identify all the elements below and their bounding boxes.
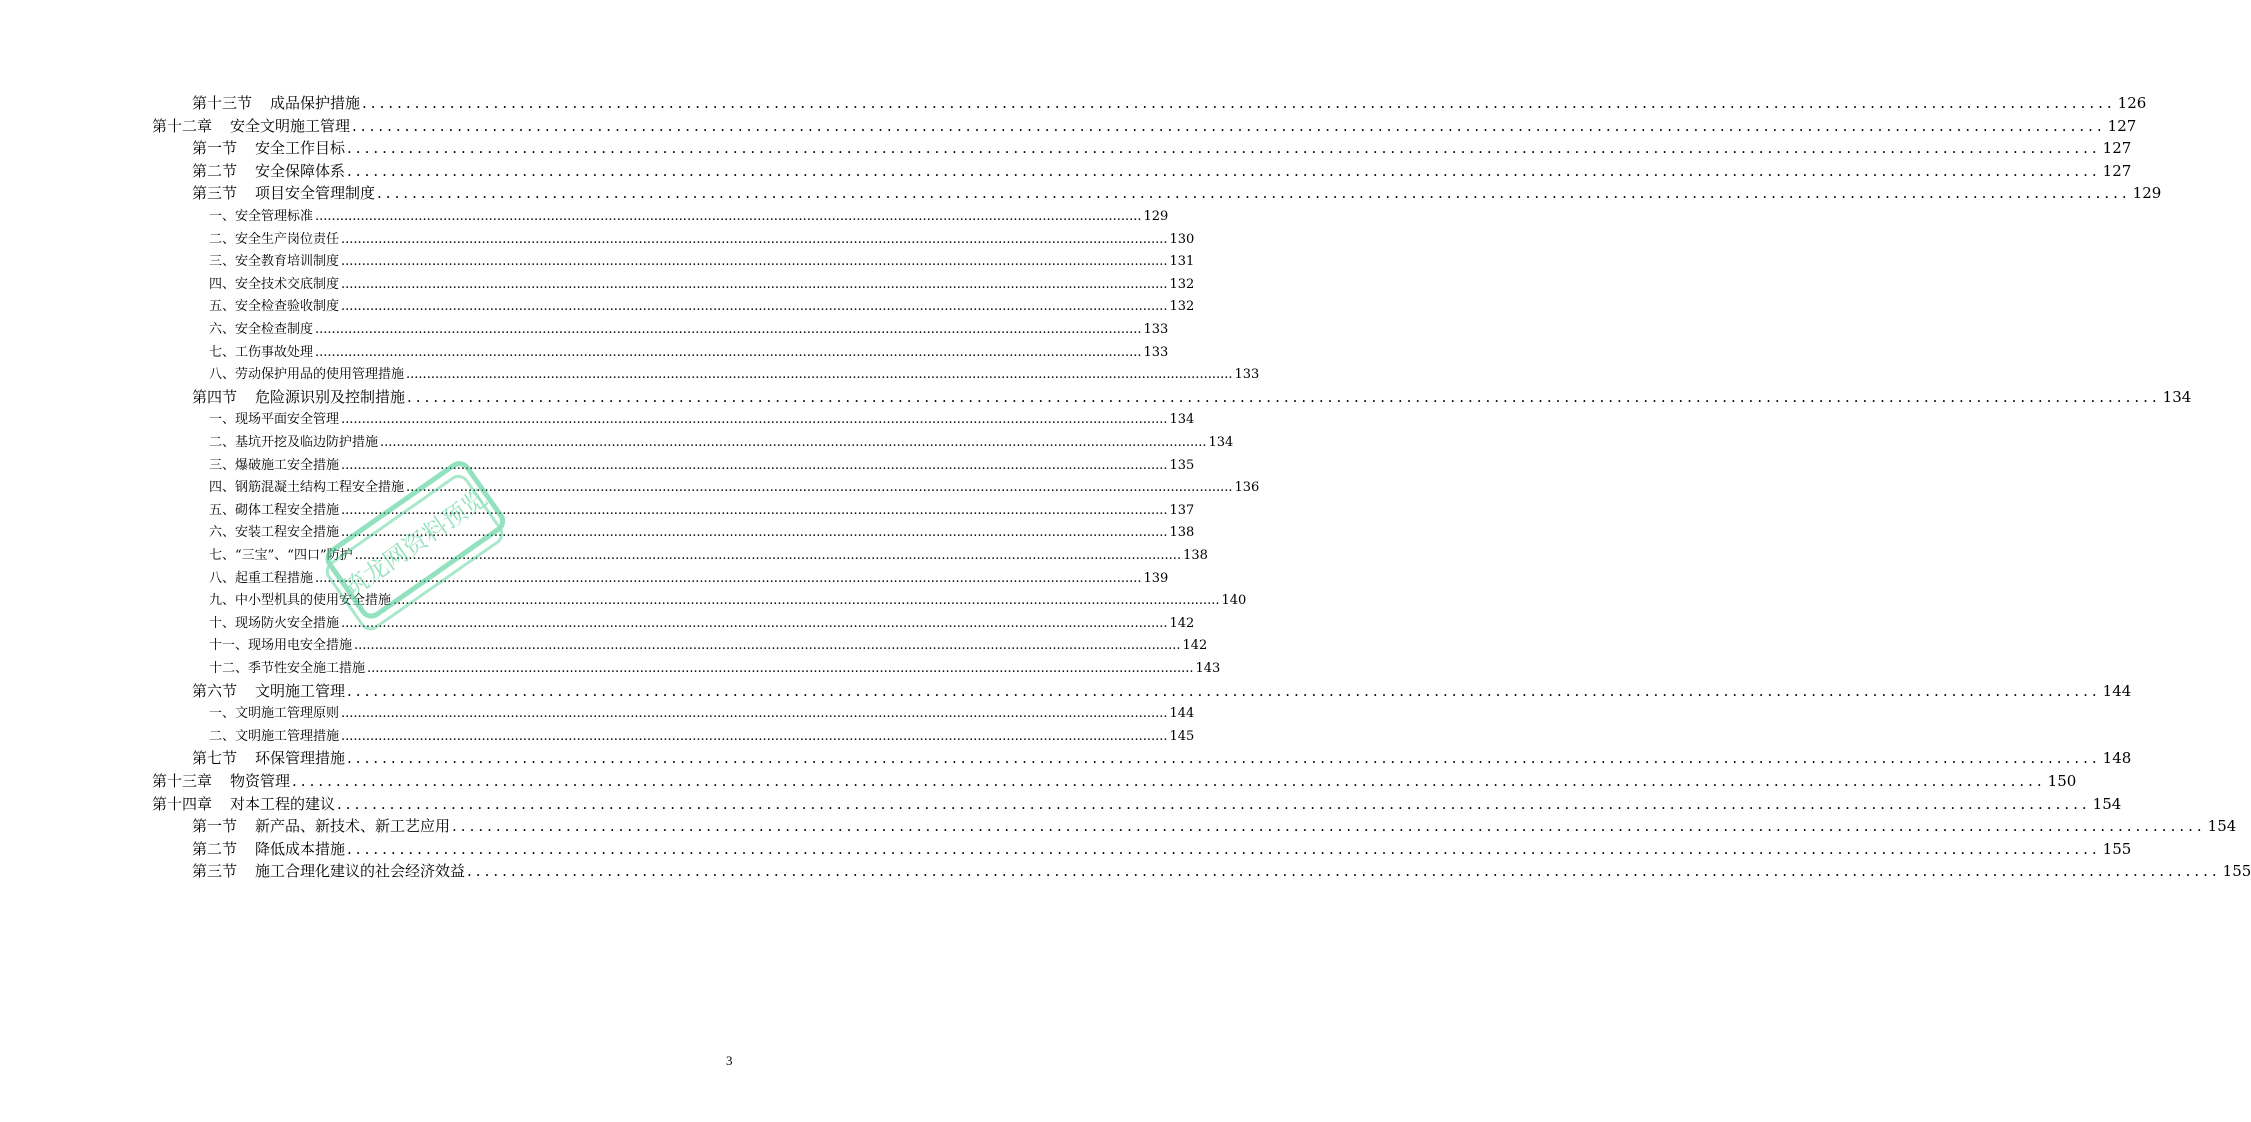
toc-dot-leader: ........................................................................................................................................................................................................ [341, 615, 1168, 631]
toc-entry-label [209, 612, 339, 631]
toc-entry-title: 现场平面安全管理 [235, 412, 340, 428]
toc-entry-label [209, 295, 339, 314]
toc-entry-title: 劳动保护用品的使用管理措施 [235, 367, 405, 383]
toc-entry-page: 139 [1143, 570, 1169, 586]
toc-entry-label [209, 702, 339, 721]
toc-entry-title: 安全检查制度 [235, 322, 314, 337]
toc-dot-leader: ........................................................................................................................................................................................................ [347, 839, 2101, 858]
toc-entry-title: 成品保护措施 [270, 94, 361, 112]
toc-entry-page: 130 [1169, 231, 1195, 247]
toc-entry [209, 476, 1260, 496]
toc-entry-label [209, 725, 339, 744]
toc-entry-title: 对本工程的建议 [230, 794, 336, 813]
toc-entry-title: 现场防火安全措施 [235, 615, 340, 631]
toc-entry [209, 544, 1208, 563]
toc-entry-title: 爆破施工安全措施 [235, 457, 340, 473]
toc-entry-page: 131 [1169, 254, 1195, 270]
toc-entry-title: 现场用电安全措施 [248, 638, 353, 654]
toc-entry [209, 205, 1169, 224]
toc-entry-page: 150 [2047, 772, 2077, 790]
toc-entry-number: 第一节 [192, 817, 238, 836]
toc-entry-page: 134 [2162, 387, 2192, 406]
toc-entry-title: 安全文明施工管理 [230, 116, 351, 135]
toc-entry-number: 七、 [209, 548, 236, 563]
toc-entry-page: 154 [2207, 817, 2237, 836]
toc-dot-leader: ........................................................................................................................................................................................................ [354, 638, 1181, 654]
toc-entry-title: 降低成本措施 [255, 839, 346, 858]
toc-entry-label [209, 273, 339, 292]
toc-dot-leader: ........................................................................................................................................................................................................ [315, 322, 1142, 337]
toc-entry-title: 砌体工程安全措施 [235, 502, 340, 518]
toc-entry [192, 386, 2192, 407]
toc-dot-leader: ........................................................................................................................................................................................................ [341, 502, 1168, 518]
toc-entry-title: 安全工作目标 [255, 139, 346, 158]
toc-entry-number: 第十四章 [152, 794, 213, 813]
toc-entry-page: 138 [1169, 525, 1195, 541]
toc-entry-label [209, 341, 313, 360]
toc-dot-leader: ........................................................................................................................................................................................................ [406, 480, 1233, 496]
toc-entry-label [209, 228, 339, 247]
toc-entry [192, 838, 2132, 859]
toc-entry-page: 143 [1195, 661, 1221, 676]
toc-entry [209, 612, 1195, 631]
toc-entry-page: 140 [1221, 593, 1247, 609]
toc-entry [192, 92, 2147, 113]
toc-entry-number: 三、 [209, 457, 236, 473]
toc-entry-label [192, 747, 345, 768]
toc-entry-number: 四、 [209, 480, 236, 496]
toc-entry-page: 142 [1182, 638, 1208, 654]
toc-entry-page: 138 [1183, 548, 1208, 563]
toc-entry [209, 454, 1195, 473]
toc-dot-leader: ........................................................................................................................................................................................................ [467, 862, 2221, 881]
toc-entry [192, 747, 2132, 768]
toc-entry [209, 408, 1195, 428]
toc-dot-leader: ........................................................................................................................................................................................................ [377, 184, 2131, 203]
toc-entry-number: 十、 [209, 615, 236, 631]
toc-dot-leader: ........................................................................................................................................................................................................ [315, 570, 1142, 586]
toc-entry-page: 135 [1169, 457, 1195, 473]
toc-entry-number: 一、 [209, 209, 236, 224]
toc-entry-label [152, 770, 290, 791]
toc-dot-leader: ........................................................................................................................................................................................................ [354, 548, 1182, 563]
toc-dot-leader: ........................................................................................................................................................................................................ [367, 661, 1194, 676]
toc-dot-leader: ........................................................................................................................................................................................................ [406, 367, 1233, 383]
toc-entry [209, 273, 1195, 292]
toc-entry-page: 155 [2102, 839, 2132, 858]
toc-entry-label [209, 499, 339, 518]
toc-entry-number: 五、 [209, 299, 236, 315]
toc-dot-leader: ........................................................................................................................................................................................................ [341, 457, 1168, 473]
toc-entry-title: 环保管理措施 [255, 749, 346, 768]
page-number: 3 [726, 1053, 733, 1068]
toc-entry-page: 127 [2102, 161, 2132, 180]
toc-entry [192, 160, 2132, 181]
toc-entry-page: 127 [2102, 139, 2132, 158]
toc-entry-label [209, 476, 404, 495]
toc-dot-leader: ........................................................................................................................................................................................................ [341, 706, 1168, 722]
toc-entry-title: 危险源识别及控制措施 [255, 387, 406, 406]
toc-dot-leader: ........................................................................................................................................................................................................ [347, 681, 2101, 700]
toc-entry-label [152, 115, 350, 136]
toc-dot-leader: ........................................................................................................................................................................................................ [341, 254, 1168, 270]
toc-entry-number: 十一、 [209, 638, 249, 654]
toc-entry-label [192, 182, 375, 203]
toc-entry-label [209, 205, 313, 224]
toc-entry-label [209, 567, 313, 586]
toc-entry-page: 132 [1169, 276, 1195, 292]
toc-entry-label [192, 160, 345, 181]
toc-entry [152, 115, 2137, 136]
toc-entry-label [209, 657, 365, 676]
toc-entry-label [209, 544, 353, 563]
toc-dot-leader: ........................................................................................................................................................................................................ [362, 94, 2116, 112]
toc-entry-number: 六、 [209, 525, 236, 541]
toc-entry-number: 二、 [209, 435, 236, 450]
toc-entry-number: 四、 [209, 276, 236, 292]
toc-entry [209, 295, 1195, 315]
toc-dot-leader: ........................................................................................................................................................................................................ [341, 412, 1168, 428]
toc-entry-label [192, 386, 405, 407]
toc-dot-leader: ........................................................................................................................................................................................................ [315, 209, 1142, 224]
toc-entry-title: 施工合理化建议的社会经济效益 [255, 862, 466, 881]
toc-entry-label [209, 431, 378, 450]
toc-entry-page: 126 [2117, 94, 2147, 112]
toc-entry-title: 安全生产岗位责任 [235, 231, 340, 247]
toc-entry-label [192, 680, 345, 701]
toc-entry-title: 新产品、新技术、新工艺应用 [255, 817, 451, 836]
toc-entry-label [209, 454, 339, 473]
toc-entry [192, 137, 2132, 158]
toc-dot-leader: ........................................................................................................................................................................................................ [341, 299, 1168, 315]
toc-entry [209, 567, 1169, 586]
toc-entry-title: 项目安全管理制度 [255, 184, 376, 203]
toc-entry-label [209, 363, 404, 382]
toc-entry [192, 860, 2251, 881]
toc-entry-number: 九、 [209, 593, 236, 609]
toc-entry-number: 八、 [209, 367, 236, 383]
toc-entry [209, 341, 1169, 360]
toc-entry-page: 148 [2102, 749, 2132, 768]
toc-entry-page: 129 [2132, 184, 2162, 203]
toc-entry-title: 安全教育培训制度 [235, 254, 340, 270]
toc-entry-label [192, 92, 360, 113]
toc-entry-number: 三、 [209, 254, 236, 270]
toc-entry-page: 133 [1143, 344, 1169, 360]
toc-entry-number: 八、 [209, 570, 236, 586]
toc-entry-title: 文明施工管理原则 [235, 706, 340, 722]
toc-entry-label [192, 815, 450, 836]
toc-entry-number: 第一节 [192, 139, 238, 158]
toc-entry-label [209, 634, 352, 653]
toc-entry-number: 第三节 [192, 862, 238, 881]
toc-entry-number: 第二节 [192, 839, 238, 858]
toc-entry-label [152, 793, 335, 814]
toc-entry-number: 第二节 [192, 161, 238, 180]
toc-entry-number: 二、 [209, 728, 236, 744]
toc-dot-leader: ........................................................................................................................................................................................................ [407, 387, 2161, 406]
toc-entry-page: 133 [1143, 322, 1169, 337]
toc-entry-title: “三宝”、“四口”防护 [235, 548, 353, 563]
toc-entry [209, 228, 1195, 247]
toc-entry-page: 144 [1169, 706, 1195, 722]
toc-entry-title: 文明施工管理措施 [235, 728, 340, 744]
toc-dot-leader: ........................................................................................................................................................................................................ [347, 749, 2101, 768]
toc-entry-page: 129 [1143, 209, 1169, 224]
toc-entry [209, 318, 1169, 337]
toc-entry-title: 安装工程安全措施 [235, 525, 340, 541]
toc-dot-leader: ........................................................................................................................................................................................................ [380, 435, 1207, 450]
toc-entry-number: 十二、 [209, 661, 249, 676]
toc-entry-title: 中小型机具的使用安全措施 [235, 593, 392, 609]
toc-entry-label [209, 318, 313, 337]
toc-entry [192, 182, 2162, 203]
toc-entry-number: 六、 [209, 322, 236, 337]
toc-entry-page: 155 [2222, 862, 2251, 881]
toc-entry [152, 793, 2122, 814]
toc-entry-page: 144 [2102, 681, 2132, 700]
toc-entry [209, 363, 1260, 383]
toc-entry-label [209, 408, 339, 427]
toc-entry [209, 499, 1195, 518]
toc-entry-title: 季节性安全施工措施 [248, 661, 366, 676]
toc-entry-label [209, 521, 339, 540]
toc-entry-label [192, 838, 345, 859]
toc-entry-page: 154 [2092, 794, 2122, 813]
toc-entry-label [209, 250, 339, 269]
toc-entry-page: 134 [1169, 412, 1195, 428]
toc-entry-number: 七、 [209, 344, 236, 360]
toc-entry [209, 702, 1195, 722]
toc-entry-title: 安全保障体系 [255, 161, 346, 180]
toc-dot-leader: ........................................................................................................................................................................................................ [315, 344, 1142, 360]
toc-entry-label [192, 137, 345, 158]
toc-entry-title: 工伤事故处理 [235, 344, 314, 360]
toc-entry-page: 137 [1169, 502, 1195, 518]
toc-entry-title: 安全技术交底制度 [235, 276, 340, 292]
toc-entry-title: 钢筋混凝土结构工程安全措施 [235, 480, 405, 496]
toc-dot-leader: ........................................................................................................................................................................................................ [341, 276, 1168, 292]
toc-entry-number: 第十三节 [192, 94, 253, 112]
toc-entry [209, 657, 1221, 676]
toc-dot-leader: ........................................................................................................................................................................................................ [452, 817, 2206, 836]
toc-entry-number: 第六节 [192, 681, 238, 700]
toc-entry-title: 安全检查验收制度 [235, 299, 340, 315]
toc-entry-page: 133 [1234, 367, 1260, 383]
toc-entry-page: 127 [2107, 116, 2137, 135]
toc-entry-number: 第十二章 [152, 116, 213, 135]
toc-entry [209, 634, 1208, 654]
toc-entry [192, 680, 2132, 701]
toc-dot-leader: ........................................................................................................................................................................................................ [341, 525, 1168, 541]
toc-entry-number: 第四节 [192, 387, 238, 406]
toc-entry-number: 五、 [209, 502, 236, 518]
toc-entry-title: 文明施工管理 [255, 681, 346, 700]
toc-dot-leader: ........................................................................................................................................................................................................ [341, 728, 1168, 744]
toc-dot-leader: ........................................................................................................................................................................................................ [352, 116, 2106, 135]
toc-entry-page: 134 [1208, 435, 1234, 450]
watermark-text: 筑龙网资料预览 [338, 483, 493, 604]
toc-entry-title: 起重工程措施 [235, 570, 314, 586]
toc-entry-title: 基坑开挖及临边防护措施 [235, 435, 379, 450]
toc-entry [209, 431, 1234, 450]
toc-entry [192, 815, 2237, 836]
toc-dot-leader: ........................................................................................................................................................................................................ [292, 772, 2046, 790]
toc-entry [209, 589, 1247, 609]
toc-entry [209, 250, 1195, 270]
toc-entry-label [192, 860, 465, 881]
toc-dot-leader: ........................................................................................................................................................................................................ [393, 593, 1220, 609]
toc-entry-title: 物资管理 [230, 772, 291, 790]
toc-entry [209, 725, 1195, 744]
toc-entry-number: 第七节 [192, 749, 238, 768]
toc-entry [209, 521, 1195, 541]
toc-entry [152, 770, 2077, 791]
toc-dot-leader: ........................................................................................................................................................................................................ [347, 161, 2101, 180]
toc-entry-number: 一、 [209, 706, 236, 722]
toc-entry-page: 142 [1169, 615, 1195, 631]
toc-entry-number: 第三节 [192, 184, 238, 203]
toc-entry-page: 145 [1169, 728, 1195, 744]
toc-entry-page: 132 [1169, 299, 1195, 315]
toc-entry-number: 一、 [209, 412, 236, 428]
toc-dot-leader: ........................................................................................................................................................................................................ [337, 794, 2091, 813]
toc-entry-number: 第十三章 [152, 772, 213, 790]
toc-dot-leader: ........................................................................................................................................................................................................ [347, 139, 2101, 158]
toc-entry-page: 136 [1234, 480, 1260, 496]
toc-entry-number: 二、 [209, 231, 236, 247]
toc-entry-title: 安全管理标准 [235, 209, 314, 224]
toc-entry-label [209, 589, 391, 608]
toc-dot-leader: ........................................................................................................................................................................................................ [341, 231, 1168, 247]
